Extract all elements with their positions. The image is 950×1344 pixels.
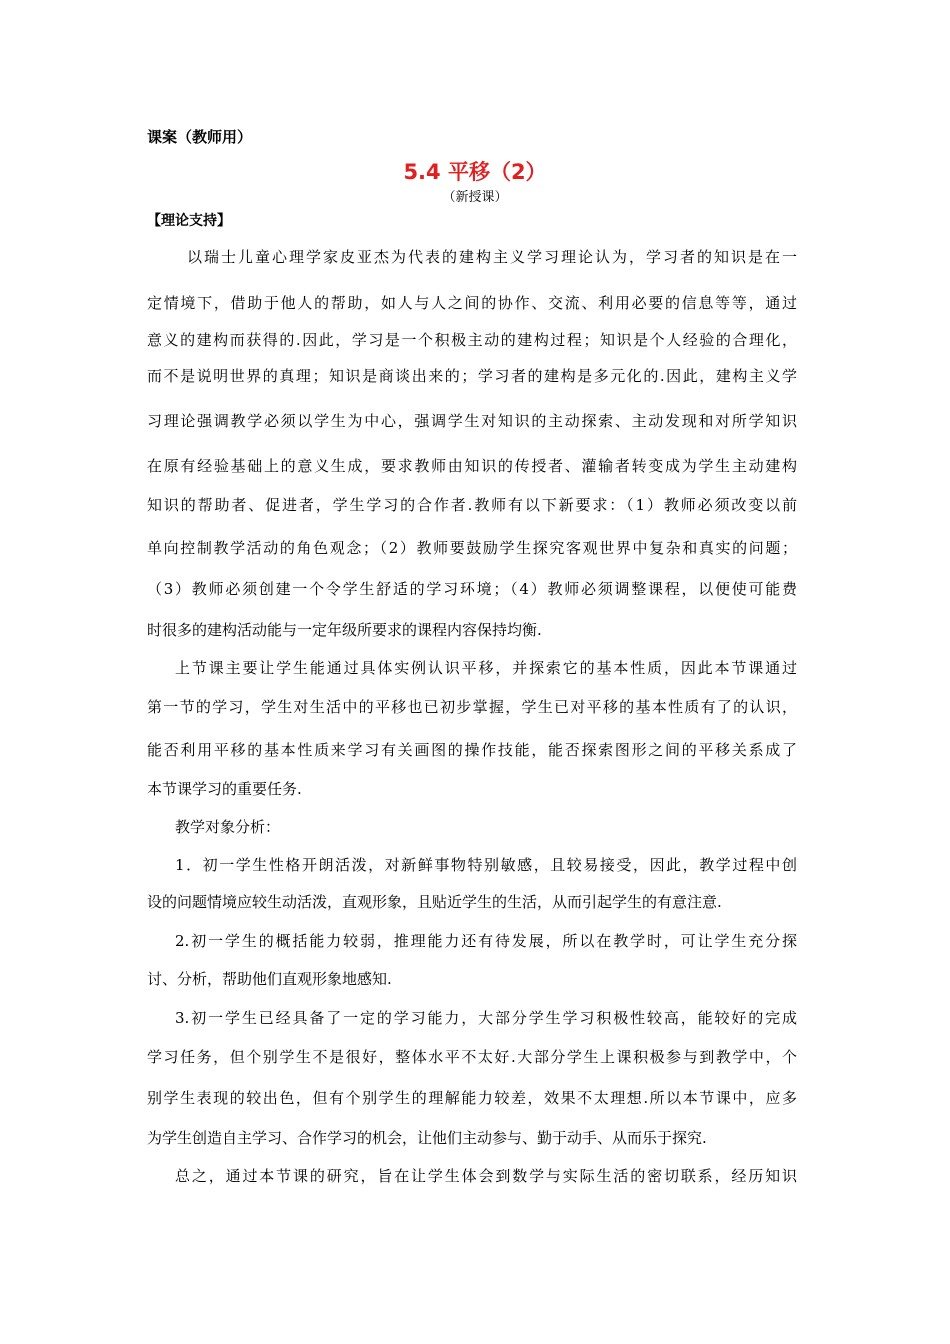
body-line: 别学生表现的较出色，但有个别学生的理解能力较差，效果不太理想.所以本节课中，应多 — [147, 1089, 797, 1107]
body-line: 知识的帮助者、促进者，学生学习的合作者.教师有以下新要求：（1）教师必须改变以前 — [147, 496, 797, 514]
body-line: 习理论强调教学必须以学生为中心，强调学生对知识的主动探索、主动发现和对所学知识 — [147, 412, 797, 430]
body-line: 上节课主要让学生能通过具体实例认识平移，并探索它的基本性质，因此本节课通过 — [175, 659, 797, 677]
lesson-subtitle: （新授课） — [442, 190, 508, 205]
section-heading-theory: 【理论支持】 — [147, 213, 231, 229]
body-line: 能否利用平移的基本性质来学习有关画图的操作技能，能否探索图形之间的平移关系成了 — [147, 741, 797, 759]
body-line: 第一节的学习，学生对生活中的平移也已初步掌握，学生已对平移的基本性质有了的认识， — [147, 698, 797, 716]
body-line: 意义的建构而获得的.因此，学习是一个积极主动的建构过程；知识是个人经验的合理化， — [147, 331, 797, 349]
body-line: 学习任务，但个别学生不是很好，整体水平不太好.大部分学生上课积极参与到教学中，个 — [147, 1048, 797, 1066]
body-line: 教学对象分析： — [175, 818, 281, 836]
body-line: 单向控制教学活动的角色观念；（2）教师要鼓励学生探究客观世界中复杂和真实的问题； — [147, 539, 797, 557]
body-line: 2.初一学生的概括能力较弱，推理能力还有待发展，所以在教学时，可让学生充分探 — [175, 932, 797, 950]
document-type-label: 课案（教师用） — [147, 128, 253, 146]
body-line: 讨、分析，帮助他们直观形象地感知. — [147, 970, 392, 988]
body-line: 总之，通过本节课的研究，旨在让学生体会到数学与实际生活的密切联系，经历知识 — [175, 1167, 797, 1185]
body-line: 时很多的建构活动能与一定年级所要求的课程内容保持均衡. — [147, 621, 542, 639]
body-line: 而不是说明世界的真理；知识是商谈出来的；学习者的建构是多元化的.因此，建构主义学 — [147, 367, 797, 385]
body-line: 为学生创造自主学习、合作学习的机会，让他们主动参与、勤于动手、从而乐于探究. — [147, 1129, 707, 1147]
body-line: 1．初一学生性格开朗活泼，对新鲜事物特别敏感，且较易接受，因此，教学过程中创 — [175, 856, 797, 874]
body-line: 以瑞士儿童心理学家皮亚杰为代表的建构主义学习理论认为，学习者的知识是在一 — [187, 248, 797, 266]
body-line: 定情境下，借助于他人的帮助，如人与人之间的协作、交流、利用必要的信息等等，通过 — [147, 294, 797, 312]
body-line: （3）教师必须创建一个令学生舒适的学习环境；（4）教师必须调整课程，以便使可能费 — [147, 580, 797, 598]
body-line: 本节课学习的重要任务. — [147, 780, 302, 798]
body-line: 设的问题情境应较生动活泼，直观形象，且贴近学生的生活，从而引起学生的有意注意. — [147, 893, 722, 911]
body-line: 在原有经验基础上的意义生成，要求教师由知识的传授者、灌输者转变成为学生主动建构 — [147, 457, 797, 475]
lesson-title: 5.4 平移（2） — [403, 160, 547, 184]
body-line: 3.初一学生已经具备了一定的学习能力，大部分学生学习积极性较高，能较好的完成 — [175, 1009, 797, 1027]
